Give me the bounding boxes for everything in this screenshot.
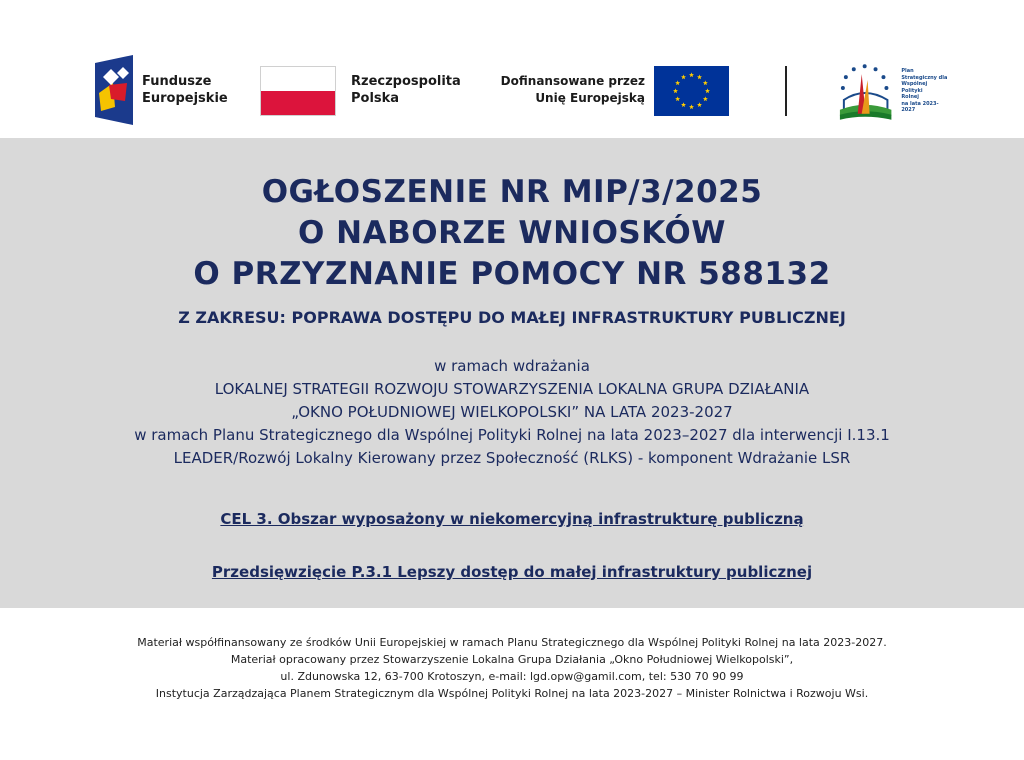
footer-line-3: ul. Zdunowska 12, 63-700 Krotoszyn, e-mail: lgd.opw@gamil.com, tel: 530 70 90 99 [280,670,744,683]
ps-text-line-1: Plan [901,68,914,75]
announcement-subtitle: Z ZAKRESU: POPRAWA DOSTĘPU DO MAŁEJ INFRASTRUKTURY PUBLICZNEJ [178,308,846,327]
announcement-title [0,172,1024,295]
polish-flag-icon [260,66,336,116]
logo-divider [785,66,787,116]
eu-cofinanced-text [500,73,645,107]
announcement-panel [0,138,1024,608]
fundusze-europejskie-icon [95,55,133,125]
announcement-body [0,355,1024,470]
eu-text-line-2: Unię Europejską [535,91,645,105]
body-line-2: LOKALNEJ STRATEGII ROZWOJU STOWARZYSZENIA LOKALNA GRUPA DZIAŁANIA [214,380,810,398]
pl-text-line-1: Rzeczpospolita [351,74,461,89]
body-line-3: „OKNO POŁUDNIOWEJ WIELKOPOLSKI” NA LATA 2023-2027 [291,403,733,421]
ps-text-line-5: Rolnej [901,94,919,101]
body-line-5: LEADER/Rozwój Lokalny Kierowany przez Społeczność (RLKS) - komponent Wdrażanie LSR [173,449,851,467]
goal-text: CEL 3. Obszar wyposażony w niekomercyjną infrastrukturę publiczną [220,510,804,528]
eu-flag-icon [654,66,729,116]
fundusze-europejskie-logo [95,55,228,125]
title-line-3: O PRZYZNANIE POMOCY NR 588132 [193,256,831,292]
title-line-2: O NABORZE WNIOSKÓW [298,215,726,251]
plan-strategiczny-logo [832,60,952,122]
ps-text-line-4: Polityki [901,87,923,94]
fe-text-line-2: Europejskie [142,91,228,106]
pl-text-line-2: Polska [351,91,400,106]
ps-text-line-3: Wspólnej [901,81,928,88]
body-line-1: w ramach wdrażania [434,357,590,375]
footer-line-2: Materiał opracowany przez Stowarzyszenie Lokalna Grupa Działania „Okno Południowej Wielkopolski”, [230,653,794,666]
title-line-1: OGŁOSZENIE NR MIP/3/2025 [261,174,763,210]
ps-text-line-6: na lata 2023-2027 [901,100,939,114]
fe-text-line-1: Fundusze [142,74,212,89]
project-text: Przedsięwzięcie P.3.1 Lepszy dostęp do małej infrastruktury publicznej [211,563,813,581]
footer-line-4: Instytucja Zarządzająca Planem Strategicznym dla Wspólnej Polityki Rolnej na lata 2023-2027 – Minister Rolnictwa i Rozwoju Wsi. [155,687,869,700]
footer [0,634,1024,702]
logo-bar [0,0,1024,138]
plan-strategiczny-icon [832,60,897,122]
body-line-4: w ramach Planu Strategicznego dla Wspólnej Polityki Rolnej na lata 2023–2027 dla interwencji I.13.1 [134,426,890,444]
ps-text-line-2: Strategiczny dla [901,74,948,81]
footer-line-1: Materiał współfinansowany ze środków Unii Europejskiej w ramach Planu Strategicznego dla Wspólnej Polityki Rolnej na lata 2023-2027. [137,636,887,649]
rzeczpospolita-text [351,73,461,107]
eu-text-line-1: Dofinansowane przez [500,74,645,88]
